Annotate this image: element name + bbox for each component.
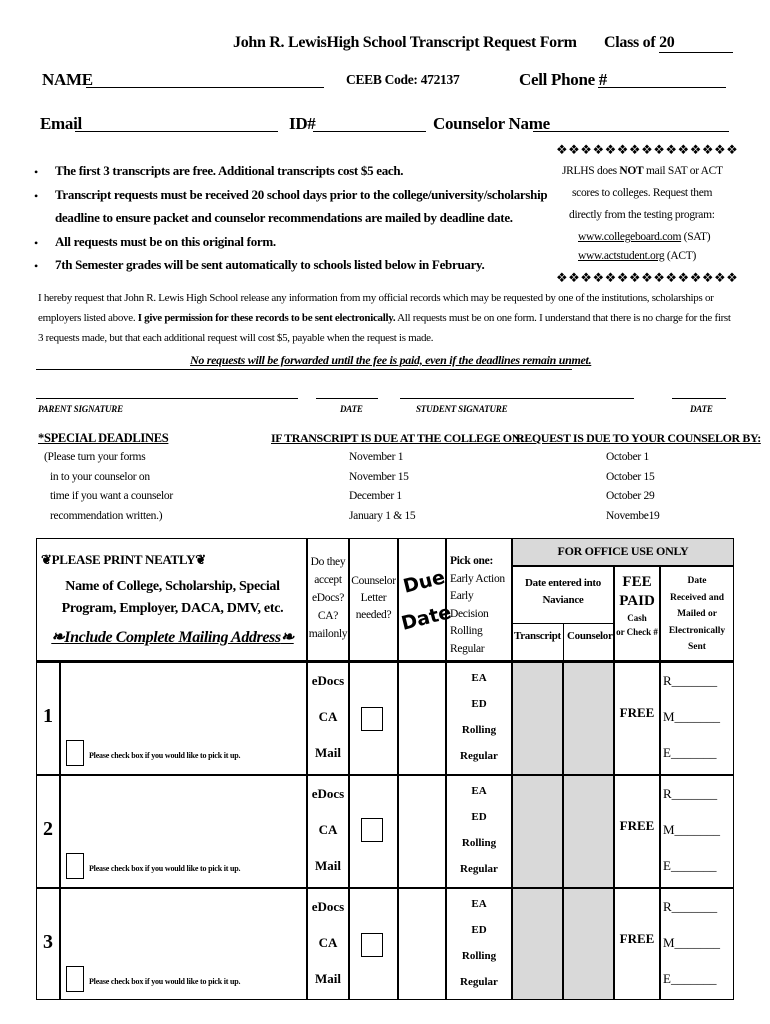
header-line: Date entered into [525, 577, 601, 589]
fee-cell: FREE [614, 775, 660, 888]
counselor-cell [563, 662, 614, 775]
fee-cell: FREE [614, 662, 660, 775]
header-line: Do they [310, 556, 346, 568]
college-dates [349, 448, 415, 526]
name-header-text: Program, Employer, DACA, DMV, etc. [61, 601, 284, 616]
option[interactable]: Regular [460, 750, 498, 762]
due-date-field[interactable] [398, 888, 446, 1000]
include-address [37, 627, 308, 647]
college-due-header: IF TRANSCRIPT IS DUE AT THE COLLEGE ON: [271, 431, 524, 445]
option[interactable]: ED [471, 811, 487, 823]
form-title: John R. LewisHigh School Transcript Request Form [233, 34, 577, 51]
header-line: Sent [688, 642, 706, 652]
date-item: January 1 & 15 [349, 509, 416, 522]
header-line: Cash [627, 613, 647, 623]
letter-checkbox[interactable] [361, 818, 383, 842]
received-line[interactable]: R_______ [663, 786, 718, 801]
header-line: Date [687, 576, 707, 586]
name-header-text: Name of College, Scholarship, Special [65, 579, 280, 594]
ornament-icon: ❦ [41, 552, 52, 567]
counselor-col-header: Counselor [567, 630, 613, 642]
consent-text: I hereby request that John R. Lewis High School release any information from my official records which may be requested by one of the institutions, scholarships or [38, 292, 714, 304]
option[interactable]: Rolling [461, 950, 497, 962]
sent-cell[interactable] [660, 775, 734, 888]
pickup-text: Please check box if you would like to pick it up. [89, 864, 241, 873]
counselor-name-label: Counselor Name [433, 114, 550, 133]
option[interactable]: EA [471, 785, 487, 797]
fee-paid-header [614, 566, 660, 662]
option[interactable]: CA [318, 935, 338, 950]
pick-one-header [446, 538, 512, 662]
email-field[interactable] [75, 131, 278, 132]
ornament-icon: ❦ [195, 552, 206, 567]
due-date-header [398, 538, 454, 662]
print-neatly-text: PLEASE PRINT NEATLY [51, 552, 196, 567]
note-line: recommendation written.) [50, 509, 163, 522]
transcript-col-header: Transcript [514, 630, 561, 642]
student-date-field[interactable] [672, 398, 726, 399]
date-item: November 1 [349, 451, 404, 463]
consent-part: All requests must be on one form. I understand that there is no charge for the first [395, 312, 731, 324]
special-deadlines-title: *SPECIAL DEADLINES [38, 431, 169, 445]
letter-cell [349, 775, 398, 888]
date-item: Novembe19 [606, 509, 660, 522]
consent-text [38, 312, 731, 324]
divider [36, 369, 572, 370]
edocs-header [307, 538, 349, 662]
transcript-cell [512, 662, 563, 775]
header-line: accept [314, 574, 342, 586]
pickup-checkbox[interactable] [66, 853, 84, 879]
note-line: time if you want a counselor [50, 490, 173, 502]
mailed-line[interactable]: M_______ [663, 935, 721, 950]
doc-type-options[interactable] [307, 662, 349, 775]
class-of-field[interactable] [659, 34, 733, 53]
notice-text: JRLHS does [562, 165, 620, 177]
cell-phone-field[interactable] [598, 87, 726, 88]
received-line[interactable]: R_______ [663, 899, 718, 914]
id-field[interactable] [313, 131, 426, 132]
bullet-text: The first 3 transcripts are free. Additional transcripts cost $5 each. [55, 163, 404, 178]
name-header-cell [36, 538, 307, 662]
notice-text: (SAT) [681, 231, 711, 243]
note-line: (Please turn your forms [44, 451, 146, 463]
college-name-field[interactable] [60, 775, 307, 888]
header-line: Pick one: [450, 555, 493, 567]
counselor-cell [563, 775, 614, 888]
bullet-icon: • [34, 165, 39, 179]
date-label: DATE [690, 404, 713, 414]
sent-cell[interactable] [660, 888, 734, 1000]
consent-emphasis: I give permission for these records to be sent electronically. [137, 312, 396, 324]
notice-emphasis: NOT [619, 165, 644, 177]
option[interactable]: eDocs [311, 786, 345, 801]
notice-line: directly from the testing program: [569, 209, 715, 221]
header-line: Early Decision [450, 590, 489, 620]
doc-type-options[interactable] [307, 888, 349, 1000]
actstudent-link[interactable]: www.actstudent.org [578, 250, 665, 262]
letter-header [349, 538, 398, 662]
notice-line [578, 231, 710, 243]
date-item: October 29 [606, 490, 655, 502]
pick-options[interactable] [446, 662, 512, 775]
option[interactable]: Rolling [461, 837, 497, 849]
consent-text: 3 requests made, but that each additional request will cost $5, payable when the request is made. [38, 332, 434, 344]
student-signature-label: STUDENT SIGNATURE [416, 404, 508, 414]
header-line: eDocs? [311, 592, 345, 604]
pickup-text: Please check box if you would like to pick it up. [89, 977, 241, 986]
notice-text: mail SAT or ACT [643, 165, 723, 177]
header-line: Counselor [351, 575, 396, 587]
class-of-label: Class of [604, 34, 656, 51]
electronic-line[interactable]: E_______ [663, 745, 717, 760]
header-line: Regular [450, 642, 485, 655]
print-neatly [41, 552, 206, 568]
electronic-line[interactable]: E_______ [663, 858, 717, 873]
bullet-text: All requests must be on this original form. [55, 234, 276, 249]
received-line[interactable]: R_______ [663, 673, 718, 688]
transcript-cell [512, 775, 563, 888]
electronic-line[interactable]: E_______ [663, 971, 717, 986]
option[interactable]: Mail [315, 858, 341, 873]
option[interactable]: CA [318, 822, 338, 837]
header-line: Naviance [542, 594, 584, 606]
notice-text: (ACT) [664, 250, 696, 262]
name-label: NAME [42, 70, 93, 89]
header-line: needed? [355, 609, 392, 621]
header-line: PAID [619, 593, 655, 609]
header-line: or Check # [616, 627, 658, 637]
transcript-cell [512, 888, 563, 1000]
option[interactable]: EA [471, 672, 487, 684]
email-label: Email [40, 114, 82, 133]
due-date-field[interactable] [398, 662, 446, 775]
college-name-field[interactable] [60, 662, 307, 775]
bullet-text: Transcript requests must be received 20 school days prior to the college/university/scholarship [55, 187, 548, 202]
include-address-text: Include Complete Mailing Address [64, 629, 281, 646]
option[interactable]: eDocs [311, 673, 345, 688]
notice-line [562, 165, 723, 177]
student-signature-field[interactable] [400, 398, 634, 399]
bullet-text: deadline to ensure packet and counselor recommendations are mailed by deadline date. [55, 210, 513, 225]
letter-cell [349, 662, 398, 775]
class-of [604, 34, 733, 53]
header-line: Mailed or [677, 609, 717, 619]
bullet-icon: • [34, 189, 39, 203]
diamond-border-icon: ❖❖❖❖❖❖❖❖❖❖❖❖❖❖❖ [556, 270, 739, 285]
notice-line [578, 250, 696, 262]
counselor-due-header: REQUEST IS DUE TO YOUR COUNSELOR BY: [516, 431, 761, 445]
option[interactable]: Mail [315, 971, 341, 986]
sent-cell[interactable] [660, 662, 734, 775]
header-line: CA? [317, 610, 339, 622]
option[interactable]: Regular [460, 863, 498, 875]
row-number: 3 [36, 888, 60, 1000]
cell-phone-label: Cell Phone # [519, 70, 608, 89]
header-line: Received and [669, 592, 725, 603]
ornament-icon: ❧ [280, 629, 294, 646]
header-line: Letter [360, 592, 387, 604]
id-label: ID# [289, 114, 316, 133]
divider [563, 623, 564, 662]
pick-options[interactable] [446, 775, 512, 888]
date-sent-header [660, 566, 734, 662]
header-line: Rolling [450, 625, 483, 637]
notice-line: scores to colleges. Request them [572, 187, 713, 199]
college-name-field[interactable] [60, 888, 307, 1000]
bullet-text: 7th Semester grades will be sent automatically to schools listed below in February. [55, 257, 485, 272]
option[interactable]: Mail [315, 745, 341, 760]
bullet-icon: • [34, 259, 39, 273]
parent-signature-label: PARENT SIGNATURE [38, 404, 123, 414]
header-line: Early Action [450, 572, 505, 585]
row-number: 1 [36, 662, 60, 775]
ceeb-code: CEEB Code: 472137 [346, 72, 460, 87]
class-of-value: 20 [659, 34, 675, 51]
option[interactable]: ED [471, 698, 487, 710]
collegeboard-link[interactable]: www.collegeboard.com [578, 231, 682, 243]
header-line: FEE [622, 574, 652, 590]
consent-part: employers listed above. [38, 312, 138, 324]
mailed-line[interactable]: M_______ [663, 822, 721, 837]
option[interactable]: CA [318, 709, 338, 724]
counselor-name-field[interactable] [533, 131, 729, 132]
due-date-field[interactable] [398, 775, 446, 888]
option[interactable]: Rolling [461, 724, 497, 736]
pickup-text: Please check box if you would like to pick it up. [89, 751, 241, 760]
option[interactable]: eDocs [311, 899, 345, 914]
pickup-checkbox[interactable] [66, 966, 84, 992]
doc-type-options[interactable] [307, 775, 349, 888]
letter-checkbox[interactable] [361, 933, 383, 957]
mailed-line[interactable]: M_______ [663, 709, 721, 724]
counselor-dates [606, 448, 660, 526]
row-number: 2 [36, 775, 60, 888]
bullet-icon: • [34, 236, 39, 250]
option[interactable]: EA [471, 898, 487, 910]
option[interactable]: Regular [460, 976, 498, 988]
date-item: October 1 [606, 451, 649, 463]
deadlines-note [44, 448, 173, 526]
date-item: December 1 [349, 490, 402, 502]
office-use-header: FOR OFFICE USE ONLY [512, 538, 734, 566]
fee-cell: FREE [614, 888, 660, 1000]
date-text: Date [399, 601, 454, 635]
fee-warning: No requests will be forwarded until the fee is paid, even if the deadlines remain unmet. [190, 353, 592, 367]
option[interactable]: ED [471, 924, 487, 936]
date-item: October 15 [606, 470, 655, 483]
counselor-cell [563, 888, 614, 1000]
letter-cell [349, 888, 398, 1000]
header-line: mailonly [308, 628, 348, 640]
due-text: Due [400, 566, 448, 598]
pick-options[interactable] [446, 888, 512, 1000]
date-item: November 15 [349, 470, 409, 483]
request-table [36, 538, 734, 1000]
note-line: in to your counselor on [50, 470, 150, 483]
date-label: DATE [340, 404, 363, 414]
ornament-icon: ❧ [51, 629, 65, 646]
letter-checkbox[interactable] [361, 707, 383, 731]
parent-date-field[interactable] [316, 398, 378, 399]
parent-signature-field[interactable] [36, 398, 298, 399]
diamond-border-icon: ❖❖❖❖❖❖❖❖❖❖❖❖❖❖❖ [556, 142, 739, 157]
name-field[interactable] [86, 87, 324, 88]
pickup-checkbox[interactable] [66, 740, 84, 766]
header-line: Electronically [668, 625, 726, 636]
